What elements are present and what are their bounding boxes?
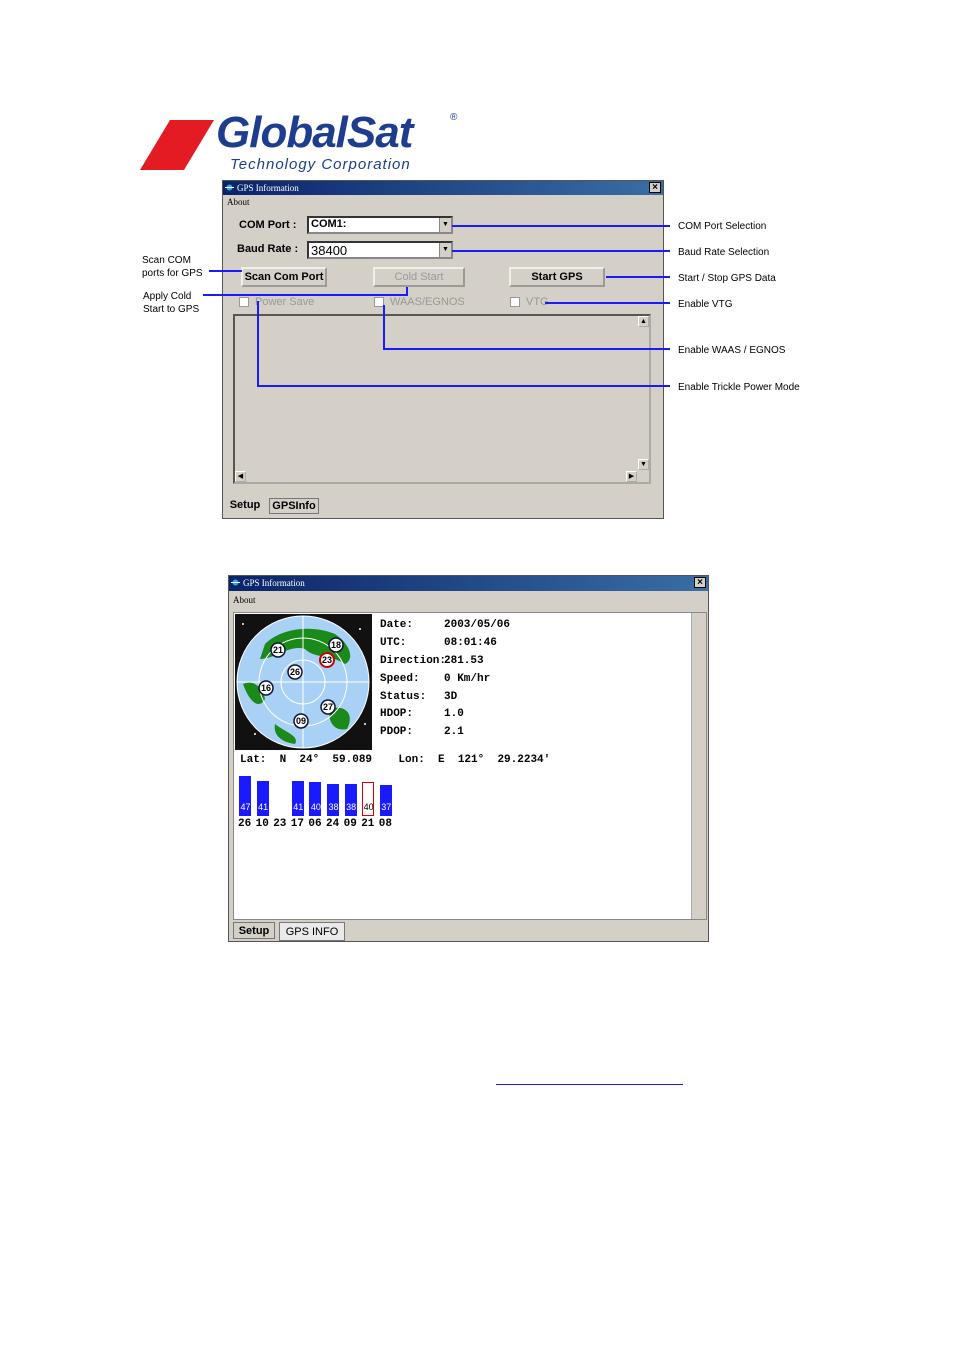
menu-about[interactable]: About xyxy=(233,595,256,605)
annotation-enable-waas: Enable WAAS / EGNOS xyxy=(678,345,786,356)
sky-view xyxy=(235,614,372,750)
info-row-status xyxy=(380,691,457,703)
window-title-bar xyxy=(229,576,708,591)
snr-label: 40 xyxy=(310,802,321,812)
waas-egnos-label: WAAS/EGNOS xyxy=(390,296,465,308)
vertical-scrollbar[interactable] xyxy=(691,613,706,919)
baud-rate-label: Baud Rate : xyxy=(237,243,299,255)
sky-sat-label: 27 xyxy=(322,702,334,712)
window-title: GPS Information xyxy=(243,578,305,588)
baud-rate-value: 38400 xyxy=(311,243,348,258)
chevron-down-icon[interactable]: ▼ xyxy=(439,243,451,257)
snr-label: 38 xyxy=(346,802,357,812)
lat-lon-readout: Lat: N 24° 59.089 Lon: E 121° 29.2234' xyxy=(240,754,551,766)
tab-setup[interactable]: Setup xyxy=(229,499,261,511)
info-value: 2003/05/06 xyxy=(444,619,511,631)
sky-sat-label: 21 xyxy=(272,645,284,655)
snr-label: 47 xyxy=(240,802,251,812)
info-value: 3D xyxy=(444,691,458,703)
registered-mark: ® xyxy=(450,112,458,123)
info-row-utc xyxy=(380,637,497,649)
annotation-baud-rate: Baud Rate Selection xyxy=(678,247,770,258)
annotation-com-port: COM Port Selection xyxy=(678,221,767,232)
annotation-enable-trickle: Enable Trickle Power Mode xyxy=(678,382,800,393)
sky-sat-label: 23 xyxy=(321,655,333,665)
annotation-start-stop: Start / Stop GPS Data xyxy=(678,273,776,284)
tab-gpsinfo[interactable]: GPSInfo xyxy=(269,498,319,514)
gps-info-panel xyxy=(233,612,707,920)
tab-setup[interactable]: Setup xyxy=(233,922,275,939)
hyperlink-underline[interactable] xyxy=(496,1084,683,1085)
sky-sat-label: 16 xyxy=(260,683,272,693)
snr-label: 37 xyxy=(381,802,392,812)
sat-id-label: 21 xyxy=(361,818,375,830)
info-row-date xyxy=(380,619,510,631)
info-key: Speed: xyxy=(380,673,420,685)
sat-id-label: 23 xyxy=(273,818,287,830)
info-key: Status: xyxy=(380,691,427,703)
power-save-label: Power Save xyxy=(255,296,315,308)
sat-id-label: 08 xyxy=(378,818,392,830)
close-button[interactable]: × xyxy=(694,577,706,588)
sat-id-label: 17 xyxy=(290,818,304,830)
scroll-up-icon[interactable]: ▲ xyxy=(638,316,649,327)
sat-id-label: 06 xyxy=(308,818,322,830)
satellite-icon xyxy=(231,578,240,587)
snr-label: 41 xyxy=(293,802,304,812)
sat-id-label: 24 xyxy=(326,818,340,830)
info-value: 281.53 xyxy=(444,655,484,667)
logo-wordmark: GlobalSat xyxy=(216,108,413,157)
info-row-pdop xyxy=(380,726,464,738)
scroll-right-icon[interactable]: ▶ xyxy=(626,471,637,482)
chevron-down-icon[interactable]: ▼ xyxy=(439,218,451,232)
sky-sat-label: 26 xyxy=(289,667,301,677)
sky-sat-label: 09 xyxy=(295,716,307,726)
sat-id-label: 26 xyxy=(238,818,252,830)
sky-sat-label: 18 xyxy=(330,640,342,650)
info-key: Date: xyxy=(380,619,414,631)
start-gps-button[interactable]: Start GPS xyxy=(509,267,605,287)
info-key: UTC: xyxy=(380,637,407,649)
tab-gps-info[interactable]: GPS INFO xyxy=(279,922,345,941)
scan-com-port-button[interactable]: Scan Com Port xyxy=(241,267,327,287)
snr-label: 38 xyxy=(328,802,339,812)
close-button[interactable]: × xyxy=(649,182,661,193)
info-key: PDOP: xyxy=(380,726,414,738)
annotation-enable-vtg: Enable VTG xyxy=(678,299,733,310)
logo-subtitle: Technology Corporation xyxy=(230,156,411,173)
info-value: 2.1 xyxy=(444,726,464,738)
sat-id-label: 09 xyxy=(343,818,357,830)
snr-label: 41 xyxy=(258,802,269,812)
info-row-speed xyxy=(380,673,490,685)
info-value: 1.0 xyxy=(444,708,464,720)
gps-info-window xyxy=(228,575,709,942)
annotation-apply-cold: Apply Cold Start to GPS xyxy=(143,291,200,315)
scroll-down-icon[interactable]: ▼ xyxy=(638,459,649,470)
info-value: 08:01:46 xyxy=(444,637,497,649)
com-port-label: COM Port : xyxy=(239,219,297,231)
window-title: GPS Information xyxy=(237,183,299,193)
cold-start-button[interactable]: Cold Start xyxy=(373,267,465,287)
info-key: Direction: xyxy=(380,655,447,667)
info-value: 0 Km/hr xyxy=(444,673,491,685)
info-row-hdop xyxy=(380,708,464,720)
sat-id-label: 10 xyxy=(255,818,269,830)
annotation-scan-com: Scan COM ports for GPS xyxy=(142,255,203,279)
com-port-value: COM1: xyxy=(311,218,347,230)
snr-label: 40 xyxy=(363,802,374,812)
info-key: HDOP: xyxy=(380,708,414,720)
menu-about[interactable]: About xyxy=(227,197,250,207)
vtg-label: VTG xyxy=(526,296,549,308)
info-row-direction xyxy=(380,655,484,667)
scroll-left-icon[interactable]: ◀ xyxy=(235,471,246,482)
